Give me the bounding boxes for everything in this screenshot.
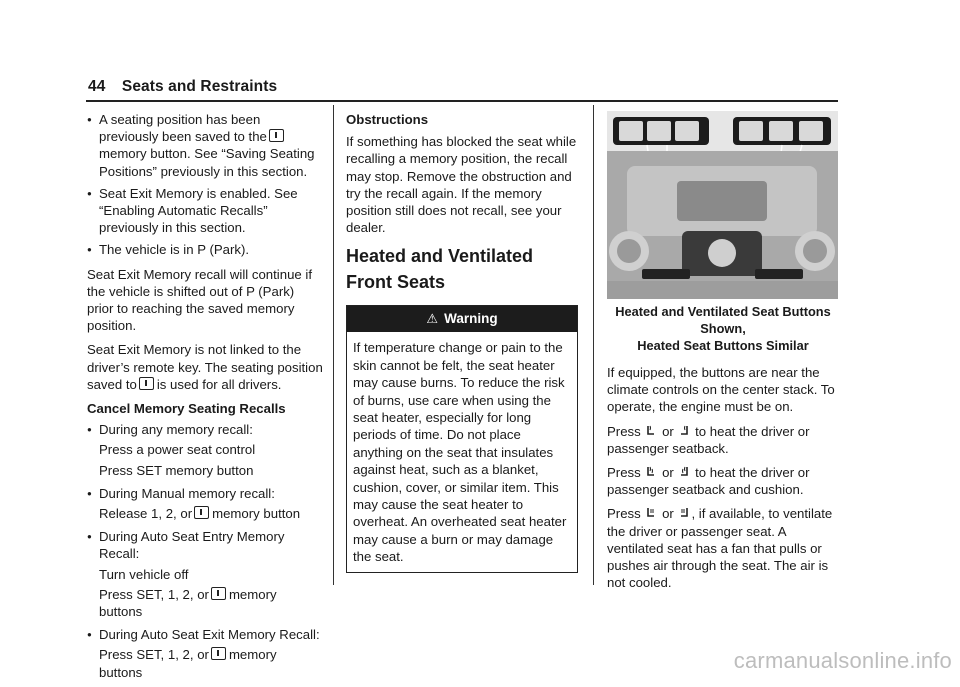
sub-item: Press a power seat control (99, 442, 256, 458)
column-2 (346, 111, 578, 573)
sub-item: Press SET, 1, 2, or memory buttons (99, 586, 277, 620)
watermark: carmanualsonline.info (733, 648, 952, 673)
paragraph: Press or , if available, to ventilate the driver or passenger seat. A ventilated seat has a fan that pulls or pushes air through the seat. The air is not cooled. (607, 506, 833, 591)
sub-item: Press SET memory button (99, 462, 254, 478)
warning-bar: ⚠ Warning (347, 306, 577, 332)
memory-button-icon (269, 129, 284, 142)
column-divider-1 (333, 105, 334, 585)
paragraph: Press or to heat the driver or passenger seatback and cushion. (607, 465, 810, 498)
memory-button-icon (139, 377, 154, 390)
heated-seatback-driver-icon (646, 425, 656, 437)
heated-seat-passenger-icon (679, 466, 689, 478)
subheading: Cancel Memory Seating Recalls (87, 401, 286, 417)
warning-text: If temperature change or pain to the skin cannot be felt, the seat heater may cause burns. To reduce the risk of burns, use care when using the seat heater, especially for long periods of time. Do not place anything on the seat that insulates against heat, such as a blanket, cushion, cover, or similar item. This may cause the seat heater to overheat. An overheated seat heater may cause a burn or may damage the seat. (353, 340, 567, 565)
list-item: ● A seating position has been previously been saved to thememory button. See “Saving Seating Positions” previously in this section. (87, 111, 323, 180)
warning-box (346, 305, 578, 572)
figure-caption: Heated and Ventilated Seat Buttons Shown, Heated Seat Buttons Similar (615, 304, 831, 353)
heated-seatback-passenger-icon (679, 425, 689, 437)
page-number: 44 (88, 78, 106, 95)
memory-button-icon (211, 587, 226, 600)
column-1 (87, 111, 323, 687)
list-item: ● The vehicle is in P (Park). (87, 241, 323, 258)
paragraph: Seat Exit Memory recall will continue if the vehicle is shifted out of P (Park) prior to reaching the saved memory position. (87, 266, 312, 334)
sub-item: Release 1, 2, or memory button (99, 506, 301, 522)
paragraph: If equipped, the buttons are near the climate controls on the center stack. To operate, the engine must be on. (607, 365, 835, 415)
paragraph: Seat Exit Memory is not linked to the driver’s remote key. The seating position saved to is used for all drivers. (87, 342, 323, 392)
paragraph: Press or to heat the driver or passenger seatback. (607, 423, 810, 456)
subheading: Obstructions (346, 112, 429, 127)
ventilated-seat-passenger-icon (679, 507, 689, 519)
page-header (88, 78, 277, 96)
column-divider-2 (593, 105, 594, 585)
sub-item: Press SET, 1, 2, or memory buttons (99, 647, 277, 680)
memory-button-icon (211, 647, 226, 660)
list-item: ● Seat Exit Memory is enabled. See “Enabling Automatic Recalls” previously in this section. (87, 185, 323, 237)
sub-item: Turn vehicle off (99, 566, 189, 582)
header-rule (86, 100, 838, 102)
ventilated-seat-driver-icon (646, 507, 656, 519)
paragraph: If something has blocked the seat while recalling a memory position, the recall may stop. Remove the obstruction and try the recall again. If the memory position still does not recall, see your dealer. (346, 134, 577, 236)
section-heading: Heated and Ventilated Front Seats (346, 246, 534, 293)
list-item: ● During any memory recall: (87, 421, 323, 438)
list-item: ● During Manual memory recall: (87, 485, 323, 502)
list-item: ● During Auto Seat Exit Memory Recall: (87, 626, 323, 643)
section-title: Seats and Restraints (121, 78, 278, 95)
seat-buttons-photo (607, 111, 838, 299)
heated-seat-driver-icon (646, 466, 656, 478)
list-item: ● During Auto Seat Entry Memory Recall: (87, 528, 323, 562)
warning-icon: ⚠ (426, 311, 439, 327)
column-3 (607, 111, 839, 598)
memory-button-icon (194, 506, 209, 519)
